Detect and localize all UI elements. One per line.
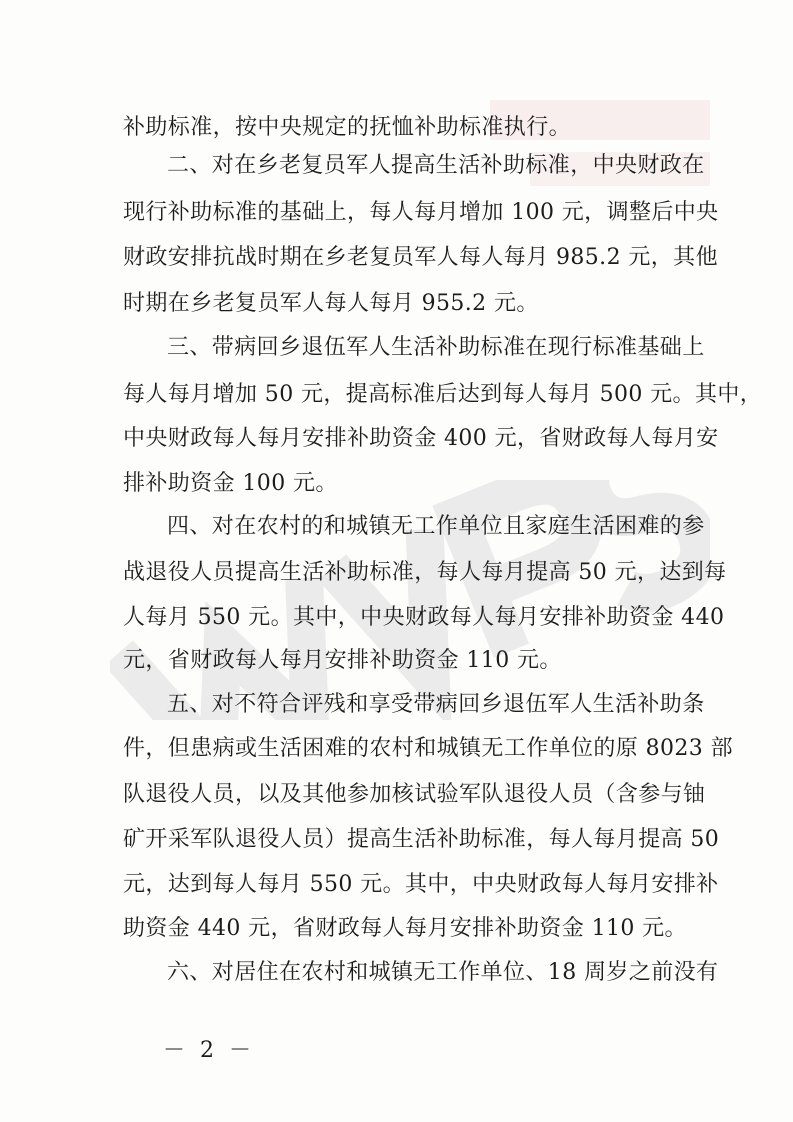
text-line: 人每月 550 元。其中，中央财政每人每月安排补助资金 440 bbox=[123, 605, 725, 630]
text-line: 排补助资金 100 元。 bbox=[123, 471, 338, 496]
text-line: 三、带病回乡退伍军人生活补助标准在现行标准基础上 bbox=[167, 335, 705, 360]
text-line: 队退役人员，以及其他参加核试验军队退役人员（含参与铀 bbox=[123, 782, 706, 807]
text-line: 五、对不符合评残和享受带病回乡退伍军人生活补助条 bbox=[167, 692, 705, 717]
text-line: 补助标准，按中央规定的抚恤补助标准执行。 bbox=[123, 115, 572, 140]
text-line: 助资金 440 元，省财政每人每月安排补助资金 110 元。 bbox=[123, 916, 687, 941]
text-line: 时期在乡老复员军人每人每月 955.2 元。 bbox=[123, 291, 539, 316]
text-line: 中央财政每人每月安排补助资金 400 元，省财政每人每月安 bbox=[123, 426, 719, 451]
text-line: 元，省财政每人每月安排补助资金 110 元。 bbox=[123, 648, 562, 673]
text-line: 每人每月增加 50 元，提高标准后达到每人每月 500 元。其中， bbox=[123, 382, 763, 407]
text-line: 财政安排抗战时期在乡老复员军人每人每月 985.2 元，其他 bbox=[123, 245, 718, 270]
page-number: － 2 － bbox=[163, 1038, 255, 1063]
text-line: 矿开采军队退役人员）提高生活补助标准，每人每月提高 50 bbox=[123, 827, 720, 852]
text-line: 六、对居住在农村和城镇无工作单位、18 周岁之前没有 bbox=[167, 960, 719, 985]
text-line: 件，但患病或生活困难的农村和城镇无工作单位的原 8023 部 bbox=[123, 736, 733, 761]
text-line: 战退役人员提高生活补助标准，每人每月提高 50 元，达到每 bbox=[123, 560, 727, 585]
text-line: 二、对在乡老复员军人提高生活补助标准，中央财政在 bbox=[167, 153, 705, 178]
text-line: 四、对在农村的和城镇无工作单位且家庭生活困难的参 bbox=[167, 514, 705, 539]
text-line: 元，达到每人每月 550 元。其中，中央财政每人每月安排补 bbox=[123, 872, 719, 897]
text-line: 现行补助标准的基础上，每人每月增加 100 元，调整后中央 bbox=[123, 200, 719, 225]
